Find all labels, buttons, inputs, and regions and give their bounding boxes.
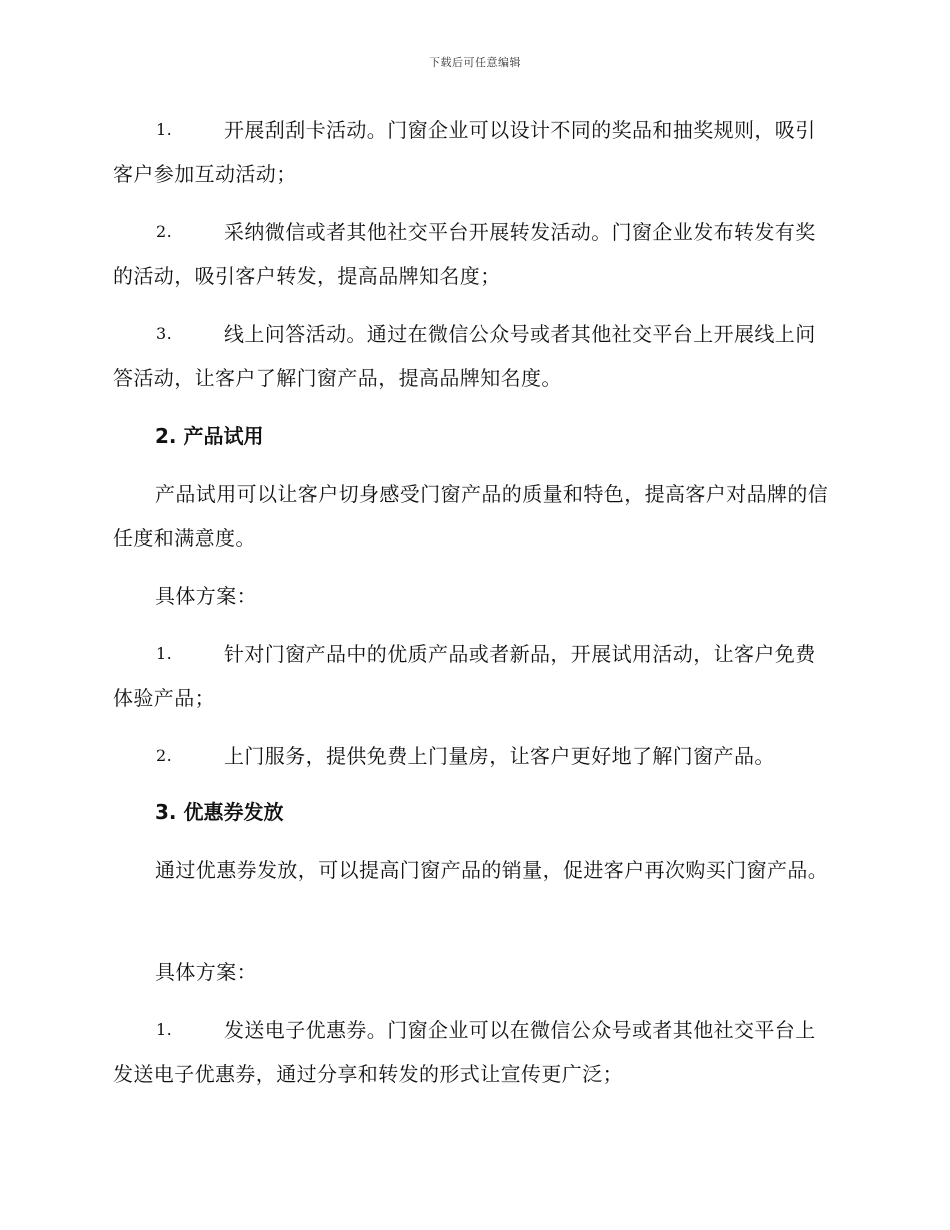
list-item-text: 线上问答活动。通过在微信公众号或者其他社交平台上开展线上问答活动，让客户了解门窗产品，提高品牌知名度。 [113, 322, 816, 390]
list-number: 1. [156, 120, 173, 139]
page-header: 下载后可任意编辑 [429, 56, 521, 69]
list-number: 2. [156, 222, 173, 241]
list-item [113, 1008, 835, 1096]
list-item [113, 734, 835, 778]
paragraph: 通过优惠券发放，可以提高门窗产品的销量，促进客户再次购买门窗产品。 [155, 858, 829, 882]
section-heading: 3. 优惠券发放 [155, 800, 284, 824]
list-item [113, 108, 835, 196]
list-number: 1. [156, 644, 173, 663]
list-item [113, 312, 835, 400]
list-item-text: 上门服务，提供免费上门量房，让客户更好地了解门窗产品。 [224, 744, 775, 768]
list-item-text: 针对门窗产品中的优质产品或者新品，开展试用活动，让客户免费体验产品； [113, 642, 816, 710]
list-item [113, 632, 835, 720]
list-item-text: 采纳微信或者其他社交平台开展转发活动。门窗企业发布转发有奖的活动，吸引客户转发，提高品牌知名度； [113, 220, 816, 288]
list-item [113, 210, 835, 298]
plan-label: 具体方案： [155, 584, 257, 608]
paragraph: 产品试用可以让客户切身感受门窗产品的质量和特色，提高客户对品牌的信任度和满意度。 [113, 482, 829, 550]
plan-label: 具体方案： [155, 960, 257, 984]
list-number: 1. [156, 1020, 173, 1039]
section-heading: 2. 产品试用 [155, 424, 264, 448]
list-item-text: 开展刮刮卡活动。门窗企业可以设计不同的奖品和抽奖规则，吸引客户参加互动活动； [113, 118, 816, 186]
list-item-text: 发送电子优惠券。门窗企业可以在微信公众号或者其他社交平台上发送电子优惠券，通过分享和转发的形式让宣传更广泛； [113, 1018, 816, 1086]
list-number: 3. [156, 324, 173, 343]
list-number: 2. [156, 746, 173, 765]
